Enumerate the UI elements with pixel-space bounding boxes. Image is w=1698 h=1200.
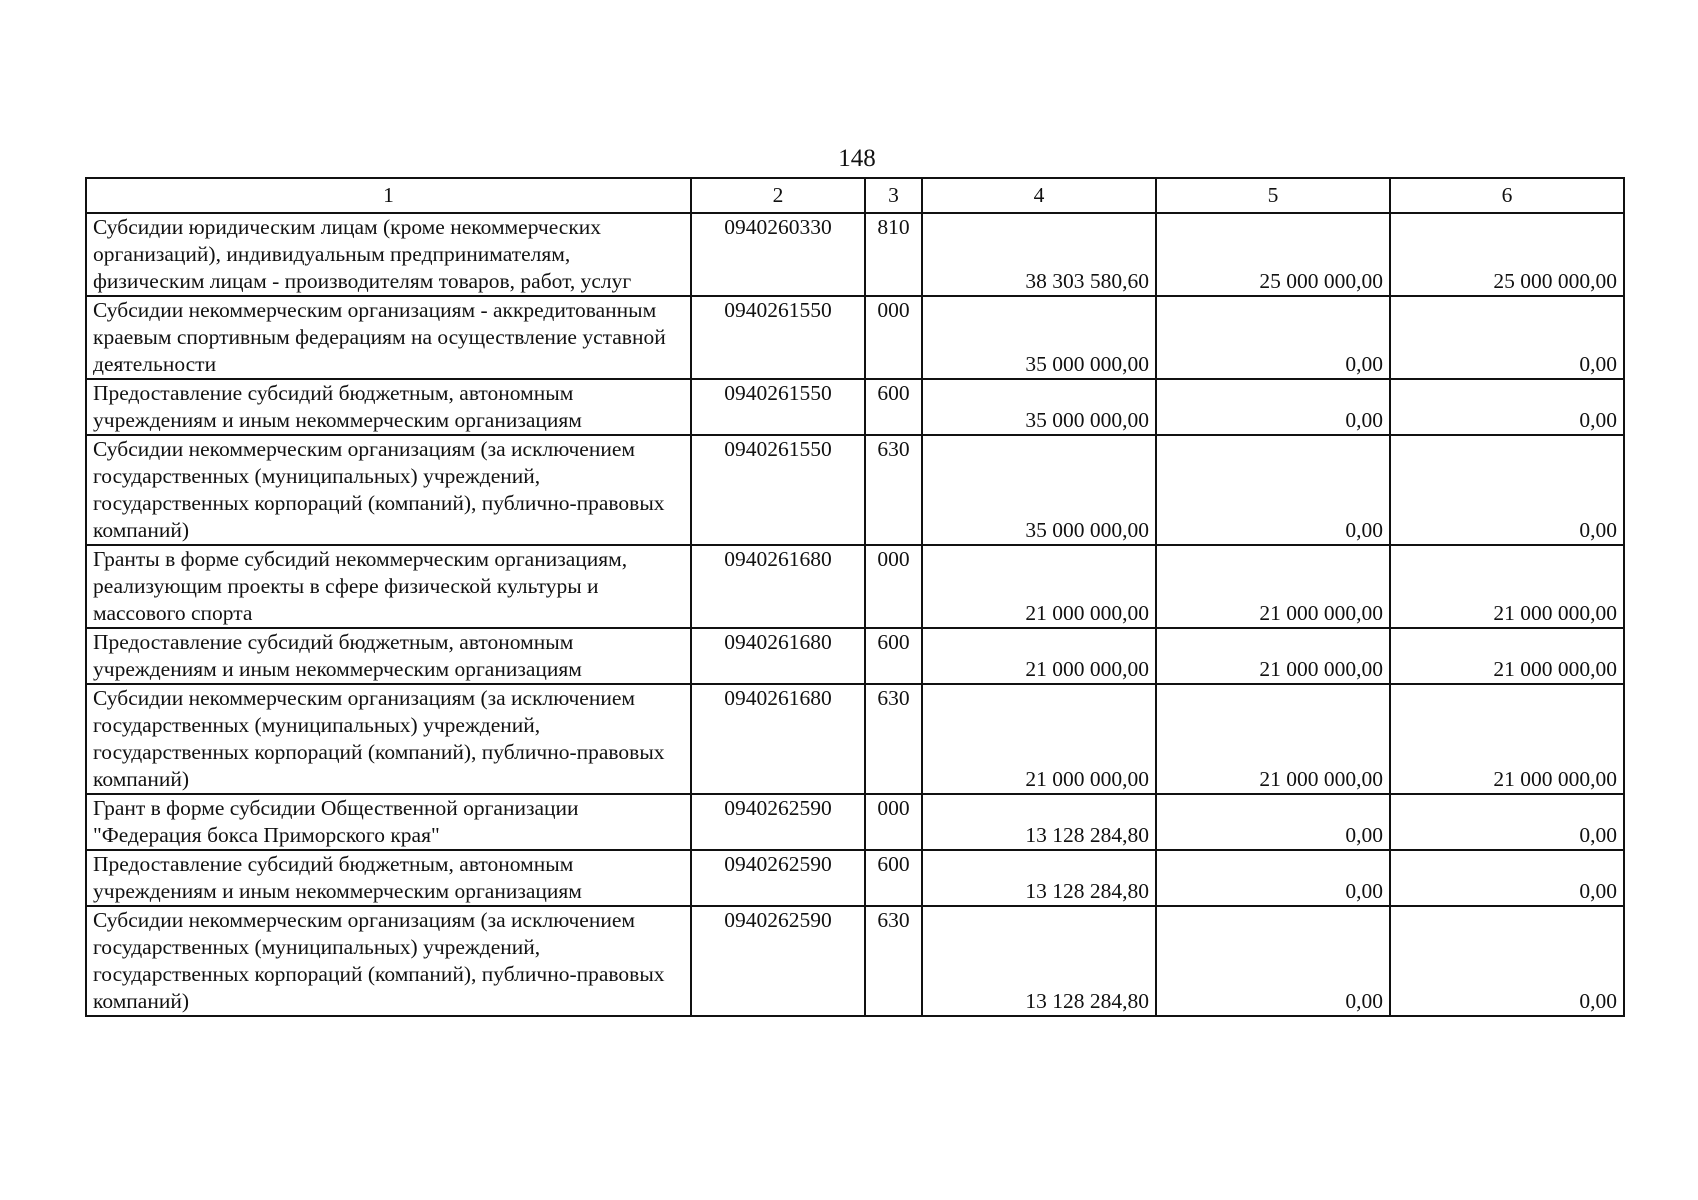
column-header: 5 bbox=[1156, 178, 1390, 213]
budget-table bbox=[85, 177, 1625, 1017]
row-name: Субсидии юридическим лицам (кроме некоммерческих организаций), индивидуальным предпринимателям, физическим лицам - производителям товаров, работ, услуг bbox=[86, 213, 691, 296]
row-amount-col4: 21 000 000,00 bbox=[922, 545, 1156, 628]
row-type: 000 bbox=[865, 296, 922, 379]
row-type: 630 bbox=[865, 906, 922, 1016]
row-code: 0940261550 bbox=[691, 379, 865, 435]
row-amount-col6: 0,00 bbox=[1390, 296, 1624, 379]
column-header: 3 bbox=[865, 178, 922, 213]
row-amount-col6: 0,00 bbox=[1390, 850, 1624, 906]
row-amount-col5: 0,00 bbox=[1156, 906, 1390, 1016]
row-code: 0940261550 bbox=[691, 435, 865, 545]
row-code: 0940261680 bbox=[691, 628, 865, 684]
column-header: 1 bbox=[86, 178, 691, 213]
table-row bbox=[86, 545, 1624, 628]
row-code: 0940260330 bbox=[691, 213, 865, 296]
row-amount-col4: 13 128 284,80 bbox=[922, 906, 1156, 1016]
header-row bbox=[86, 178, 1624, 213]
table-row bbox=[86, 435, 1624, 545]
table-row bbox=[86, 296, 1624, 379]
row-name: Предоставление субсидий бюджетным, автономным учреждениям и иным некоммерческим организациям bbox=[86, 379, 691, 435]
row-amount-col6: 21 000 000,00 bbox=[1390, 545, 1624, 628]
row-type: 000 bbox=[865, 545, 922, 628]
row-amount-col4: 35 000 000,00 bbox=[922, 379, 1156, 435]
column-header: 4 bbox=[922, 178, 1156, 213]
row-amount-col5: 25 000 000,00 bbox=[1156, 213, 1390, 296]
table-row bbox=[86, 850, 1624, 906]
row-name: Субсидии некоммерческим организациям (за исключением государственных (муниципальных) учреждений, государственных корпораций (компаний), публично-правовых компаний) bbox=[86, 684, 691, 794]
table-row bbox=[86, 794, 1624, 850]
row-amount-col4: 13 128 284,80 bbox=[922, 850, 1156, 906]
column-header: 6 bbox=[1390, 178, 1624, 213]
row-name: Субсидии некоммерческим организациям (за исключением государственных (муниципальных) учреждений, государственных корпораций (компаний), публично-правовых компаний) bbox=[86, 435, 691, 545]
table-row bbox=[86, 684, 1624, 794]
row-amount-col5: 21 000 000,00 bbox=[1156, 628, 1390, 684]
row-name: Предоставление субсидий бюджетным, автономным учреждениям и иным некоммерческим организациям bbox=[86, 850, 691, 906]
column-header: 2 bbox=[691, 178, 865, 213]
row-name: Предоставление субсидий бюджетным, автономным учреждениям и иным некоммерческим организациям bbox=[86, 628, 691, 684]
row-type: 810 bbox=[865, 213, 922, 296]
row-type: 600 bbox=[865, 850, 922, 906]
row-code: 0940262590 bbox=[691, 850, 865, 906]
row-type: 600 bbox=[865, 379, 922, 435]
row-amount-col6: 0,00 bbox=[1390, 435, 1624, 545]
row-amount-col5: 0,00 bbox=[1156, 794, 1390, 850]
row-amount-col6: 0,00 bbox=[1390, 906, 1624, 1016]
row-amount-col4: 35 000 000,00 bbox=[922, 296, 1156, 379]
table-row bbox=[86, 379, 1624, 435]
row-amount-col4: 21 000 000,00 bbox=[922, 628, 1156, 684]
row-name: Субсидии некоммерческим организациям - аккредитованным краевым спортивным федерациям на осуществление уставной деятельности bbox=[86, 296, 691, 379]
table-row bbox=[86, 213, 1624, 296]
row-amount-col6: 21 000 000,00 bbox=[1390, 628, 1624, 684]
row-amount-col4: 38 303 580,60 bbox=[922, 213, 1156, 296]
row-name: Гранты в форме субсидий некоммерческим организациям, реализующим проекты в сфере физической культуры и массового спорта bbox=[86, 545, 691, 628]
row-amount-col5: 0,00 bbox=[1156, 296, 1390, 379]
row-amount-col6: 21 000 000,00 bbox=[1390, 684, 1624, 794]
row-type: 000 bbox=[865, 794, 922, 850]
table-row bbox=[86, 628, 1624, 684]
row-amount-col6: 25 000 000,00 bbox=[1390, 213, 1624, 296]
row-type: 630 bbox=[865, 684, 922, 794]
row-code: 0940261680 bbox=[691, 684, 865, 794]
page-number: 148 bbox=[838, 145, 876, 172]
row-name: Субсидии некоммерческим организациям (за исключением государственных (муниципальных) учреждений, государственных корпораций (компаний), публично-правовых компаний) bbox=[86, 906, 691, 1016]
row-type: 630 bbox=[865, 435, 922, 545]
row-code: 0940262590 bbox=[691, 794, 865, 850]
row-name: Грант в форме субсидии Общественной организации "Федерация бокса Приморского края" bbox=[86, 794, 691, 850]
row-code: 0940261550 bbox=[691, 296, 865, 379]
row-amount-col6: 0,00 bbox=[1390, 794, 1624, 850]
row-amount-col5: 0,00 bbox=[1156, 435, 1390, 545]
row-amount-col5: 0,00 bbox=[1156, 850, 1390, 906]
row-amount-col6: 0,00 bbox=[1390, 379, 1624, 435]
row-code: 0940261680 bbox=[691, 545, 865, 628]
row-amount-col5: 0,00 bbox=[1156, 379, 1390, 435]
row-type: 600 bbox=[865, 628, 922, 684]
row-amount-col4: 13 128 284,80 bbox=[922, 794, 1156, 850]
row-code: 0940262590 bbox=[691, 906, 865, 1016]
table-row bbox=[86, 906, 1624, 1016]
row-amount-col5: 21 000 000,00 bbox=[1156, 545, 1390, 628]
row-amount-col4: 21 000 000,00 bbox=[922, 684, 1156, 794]
row-amount-col5: 21 000 000,00 bbox=[1156, 684, 1390, 794]
row-amount-col4: 35 000 000,00 bbox=[922, 435, 1156, 545]
